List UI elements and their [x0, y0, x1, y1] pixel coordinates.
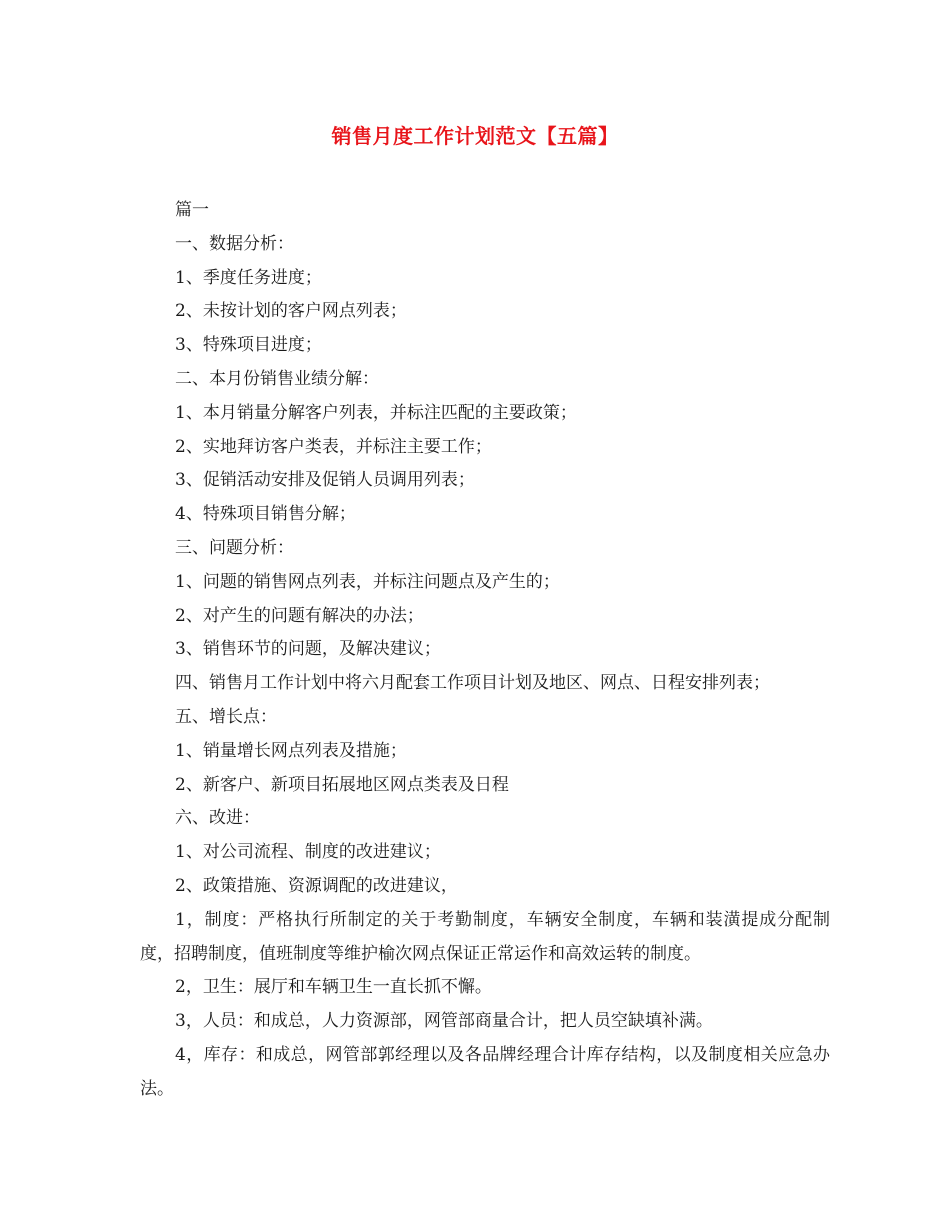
- list-item: 2、政策措施、资源调配的改进建议，: [175, 875, 458, 896]
- list-item: 2、对产生的问题有解决的办法；: [175, 605, 424, 626]
- heading-improvement: 六、改进：: [175, 808, 260, 829]
- heading-data-analysis: 一、数据分析：: [175, 233, 294, 254]
- heading-monthly-plan: 四、销售月工作计划中将六月配套工作项目计划及地区、网点、日程安排列表；: [175, 673, 770, 694]
- list-item: 1、季度任务进度；: [175, 267, 322, 288]
- list-item: 1、问题的销售网点列表，并标注问题点及产生的；: [175, 571, 560, 592]
- list-item: 2、未按计划的客户网点列表；: [175, 301, 407, 322]
- list-item: 1、销量增长网点列表及措施；: [175, 740, 407, 761]
- document-body: [140, 194, 830, 1107]
- list-item: 2、新客户、新项目拓展地区网点类表及日程: [175, 774, 509, 795]
- document-title: 销售月度工作计划范文【五篇】: [331, 124, 619, 148]
- list-item: 1、对公司流程、制度的改进建议；: [175, 842, 441, 863]
- section-label: 篇一: [175, 200, 209, 220]
- list-item: 1、本月销量分解客户列表，并标注匹配的主要政策；: [175, 402, 577, 423]
- paragraph-inventory: 4，库存：和成总，网管部郭经理以及各品牌经理合计库存结构，以及制度相关应急办法。: [140, 1044, 830, 1099]
- heading-growth-points: 五、增长点：: [175, 706, 277, 727]
- list-item: 4、特殊项目销售分解；: [175, 504, 356, 525]
- paragraph-rules: 1，制度：严格执行所制定的关于考勤制度，车辆安全制度，车辆和装潢提成分配制度，招聘制度，值班制度等维护榆次网点保证正常运作和高效运转的制度。: [140, 909, 830, 964]
- list-item: 2、实地拜访客户类表，并标注主要工作；: [175, 436, 492, 457]
- list-item: 3、促销活动安排及促销人员调用列表；: [175, 470, 475, 491]
- paragraph-staffing: 3，人员：和成总，人力资源部，网管部商量合计，把人员空缺填补满。: [175, 1011, 713, 1032]
- heading-problem-analysis: 三、问题分析：: [175, 537, 294, 558]
- list-item: 3、销售环节的问题，及解决建议；: [175, 639, 441, 660]
- heading-sales-breakdown: 二、本月份销售业绩分解：: [175, 368, 379, 389]
- paragraph-hygiene: 2，卫生：展厅和车辆卫生一直长抓不懈。: [175, 977, 492, 998]
- list-item: 3、特殊项目进度；: [175, 335, 322, 356]
